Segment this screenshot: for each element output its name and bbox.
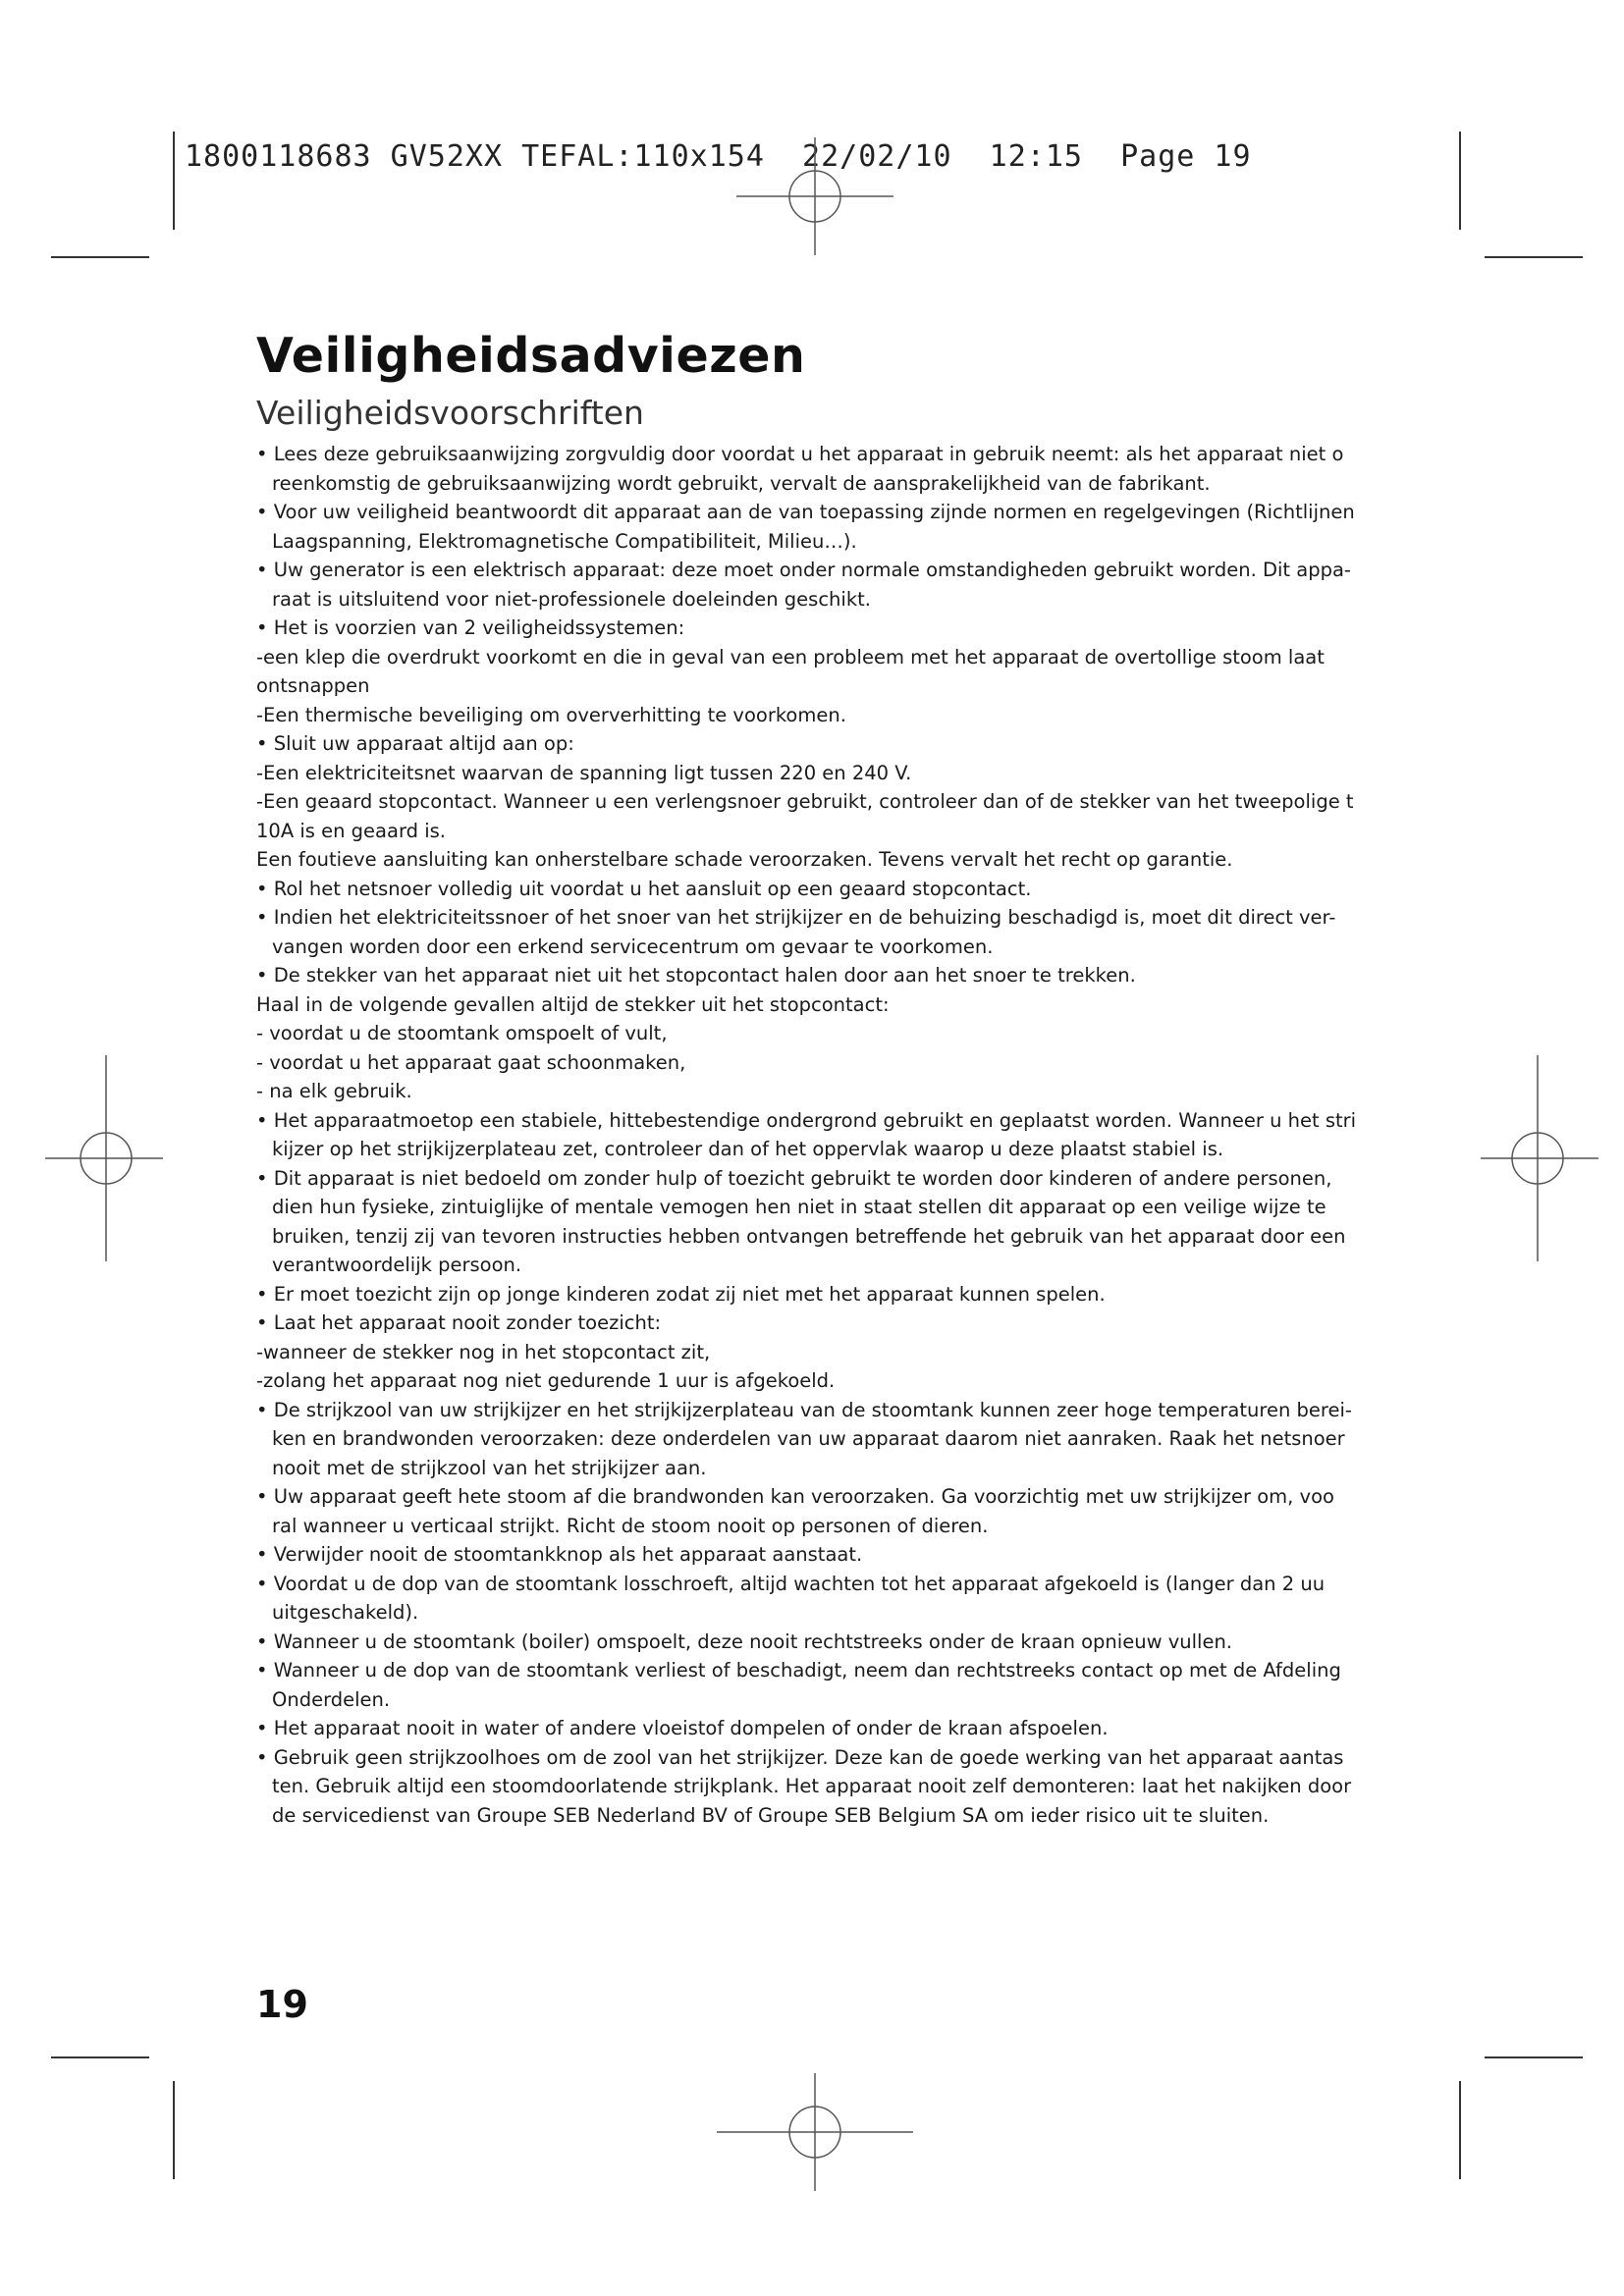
text-line: • Het apparaat nooit in water of andere vloeistof dompelen of onder de kraan afspoelen. [256,1717,1109,1739]
safety-text [256,440,1501,1834]
page-title: Veiligheidsadviezen [256,328,806,384]
text-line: • Lees deze gebruiksaanwijzing zorgvuldig door voordat u het apparaat in gebruik neemt: als het apparaat niet o [256,443,1344,465]
text-line: -Een elektriciteitsnet waarvan de spanning ligt tussen 220 en 240 V. [256,761,912,784]
text-line: - na elk gebruik. [256,1080,412,1102]
crop-mark [1459,2081,1461,2179]
text-line: • Wanneer u de stoomtank (boiler) omspoelt, deze nooit rechtstreeks onder de kraan opnieuw vullen. [256,1629,1233,1653]
text-line: • Dit apparaat is niet bedoeld om zonder hulp of toezicht gebruikt te worden door kinderen of andere personen, [256,1166,1332,1190]
text-line: vangen worden door een erkend servicecentrum om gevaar te voorkomen. [272,934,994,958]
text-line: • Gebruik geen strijkzoolhoes om de zool van het strijkijzer. Deze kan de goede werking van het apparaat aantas [256,1745,1344,1769]
text-line: -een klep die overdrukt voorkomt en die in geval van een probleem met het apparaat de overtollige stoom laat [256,645,1325,668]
text-line: -wanneer de stekker nog in het stopcontact zit, [256,1340,711,1363]
registration-mark-icon [736,137,893,255]
text-line: • Uw apparaat geeft hete stoom af die brandwonden kan veroorzaken. Ga voorzichtig met uw strijkijzer om, voo [256,1485,1334,1508]
text-line: • Het apparaatmoetop een stabiele, hittebestendige ondergrond gebruikt en geplaatst worden. Wanneer u het stri [256,1108,1357,1132]
text-line: -Een geaard stopcontact. Wanneer u een verlengsnoer gebruikt, controleer dan of de stekker van het tweepolige t [256,790,1354,813]
crop-mark [1485,256,1583,258]
text-line: reenkomstig de gebruiksaanwijzing wordt gebruikt, vervalt de aansprakelijkheid van de fabrikant. [272,471,1211,495]
section-subtitle: Veiligheidsvoorschriften [256,394,644,432]
text-line: • Voor uw veiligheid beantwoordt dit apparaat aan de van toepassing zijnde normen en regelgevingen (Richtlijnen [256,501,1355,523]
text-line: Een foutieve aansluiting kan onherstelbare schade veroorzaken. Tevens vervalt het recht op garantie. [256,848,1233,871]
text-line: raat is uitsluitend voor niet-professionele doeleinden geschikt. [272,587,871,611]
text-line: -Een thermische beveiliging om oververhitting te voorkomen. [256,703,846,726]
crop-mark [51,2056,149,2058]
text-line: Laagspanning, Elektromagnetische Compatibiliteit, Milieu…). [272,529,857,553]
text-line: ten. Gebruik altijd een stoomdoorlatende strijkplank. Het apparaat nooit zelf demonteren: laat het nakijken door [272,1775,1352,1797]
crop-mark [1485,2056,1583,2058]
text-line: bruiken, tenzij zij van tevoren instructies hebben ontvangen betreffende het gebruik van het apparaat door een [272,1224,1346,1248]
text-line: 10A is en geaard is. [256,819,446,842]
text-line: ral wanneer u verticaal strijkt. Richt de stoom nooit op personen of dieren. [272,1514,989,1537]
text-line: -zolang het apparaat nog niet gedurende 1 uur is afgekoeld. [256,1369,836,1392]
text-line: • De stekker van het apparaat niet uit het stopcontact halen door aan het snoer te trekken. [256,964,1136,987]
text-line: • Voordat u de dop van de stoomtank losschroeft, altijd wachten tot het apparaat afgekoeld is (langer dan 2 uu [256,1572,1326,1595]
print-slug: 1800118683 GV52XX TEFAL:110x154 22/02/10 12:15 Page 19 [185,139,1252,174]
crop-mark [173,132,175,230]
crop-mark [51,256,149,258]
text-line: Onderdelen. [272,1687,391,1711]
text-line: kijzer op het strijkijzerplateau zet, controleer dan of het oppervlak waarop u deze plaatst stabiel is. [272,1138,1224,1160]
text-line: ken en brandwonden veroorzaken: deze onderdelen van uw apparaat daarom niet aanraken. Raak het netsnoer [272,1427,1345,1450]
text-line: verantwoordelijk persoon. [272,1254,522,1276]
text-line: • Uw generator is een elektrisch apparaat: deze moet onder normale omstandigheden gebruikt worden. Dit appa- [256,559,1351,581]
text-line: • Het is voorzien van 2 veiligheidssystemen: [256,616,685,639]
crop-mark [1459,132,1461,230]
registration-mark-icon [717,2073,913,2191]
page-number: 19 [256,1983,308,2026]
text-line: - voordat u de stoomtank omspoelt of vult, [256,1022,668,1044]
text-line: dien hun fysieke, zintuiglijke of mentale vemogen hen niet in staat stellen dit apparaat op een veilige wijze te [272,1196,1326,1218]
text-line: • Laat het apparaat nooit zonder toezicht: [256,1311,662,1334]
crop-mark [173,2081,175,2179]
text-line: ontsnappen [256,674,370,697]
text-line: • Wanneer u de dop van de stoomtank verliest of beschadigt, neem dan rechtstreeks contact op met de Afdeling [256,1659,1341,1682]
text-line: • Sluit uw apparaat altijd aan op: [256,732,574,755]
text-line: uitgeschakeld). [272,1601,419,1624]
text-line: • Verwijder nooit de stoomtankknop als het apparaat aanstaat. [256,1543,863,1566]
text-line: nooit met de strijkzool van het strijkijzer aan. [272,1456,707,1479]
text-line: de servicedienst van Groupe SEB Nederland BV of Groupe SEB Belgium SA om ieder risico uit te sluiten. [272,1803,1270,1827]
text-line: • De strijkzool van uw strijkijzer en het strijkijzerplateau van de stoomtank kunnen zeer hoge temperaturen berei- [256,1398,1352,1421]
registration-mark-icon [45,1055,163,1261]
text-line: • Indien het elektriciteitssnoer of het snoer van het strijkijzer en de behuizing beschadigd is, moet dit direct ver- [256,906,1336,929]
text-line: • Rol het netsnoer volledig uit voordat u het aansluit op een geaard stopcontact. [256,877,1032,900]
text-line: - voordat u het apparaat gaat schoonmaken, [256,1050,686,1074]
text-line: Haal in de volgende gevallen altijd de stekker uit het stopcontact: [256,992,890,1016]
text-line: • Er moet toezicht zijn op jonge kinderen zodat zij niet met het apparaat kunnen spelen. [256,1282,1106,1306]
